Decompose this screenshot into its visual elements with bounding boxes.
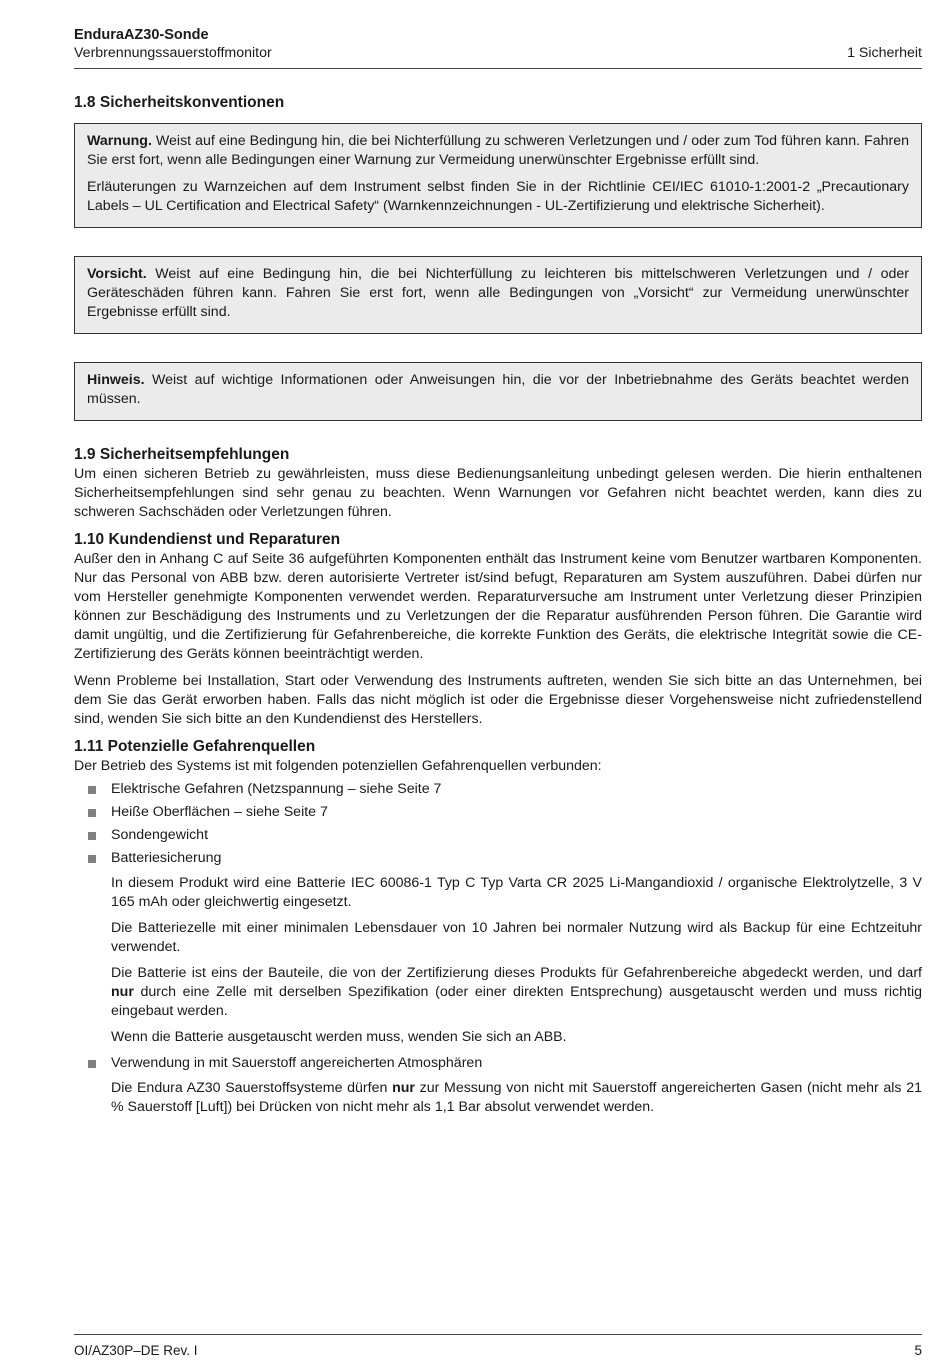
page <box>74 26 922 1124</box>
bullet-square-icon <box>88 786 96 794</box>
bullet-square-icon <box>88 1060 96 1068</box>
section-heading-1-10: 1.10 Kundendienst und Reparaturen <box>74 531 341 548</box>
caution-box <box>74 256 922 334</box>
list-item: Elektrische Gefahren (Netzspannung – siehe Seite 7 <box>74 780 922 799</box>
caution-label: Vorsicht. <box>87 266 147 282</box>
bullet-square-icon <box>88 832 96 840</box>
warning-text-2: Erläuterungen zu Warnzeichen auf dem Instrument selbst finden Sie in der Richtlinie CEI/IEC 61010-1:2001-2 „Precautionary Labels – UL Certification and Electrical Safety“ (Warnkennzeichnungen - UL-Zertifizierung und elektrische Sicherheit). <box>87 179 909 214</box>
list-item: Batteriesicherung <box>74 849 922 868</box>
battery-paragraph-1: In diesem Produkt wird eine Batterie IEC 60086-1 Typ C Typ Varta CR 2025 Li-Mangandioxid / organische Elektrolytzelle, 3 V 165 mAh oder gleichwertig eingesetzt. <box>111 875 922 910</box>
list-item: Heiße Oberflächen – siehe Seite 7 <box>74 803 922 822</box>
battery-paragraph-4: Wenn die Batterie ausgetauscht werden muss, wenden Sie sich an ABB. <box>111 1029 567 1045</box>
bullet-square-icon <box>88 855 96 863</box>
chapter-label: 1 Sicherheit <box>847 45 922 61</box>
document-id: OI/AZ30P–DE Rev. I <box>74 1343 198 1358</box>
document-title: EnduraAZ30-Sonde <box>74 27 209 43</box>
warning-text: Weist auf eine Bedingung hin, die bei Nichterfüllung zu schweren Verletzungen und / oder zum Tod führen kann. Fahren Sie erst fort, wenn alle Bedingungen einer Warnung zur Vermeidung unerwünschter Ergebnisse erfüllt sind. <box>87 133 909 168</box>
battery-paragraph-2: Die Batteriezelle mit einer minimalen Lebensdauer von 10 Jahren bei normaler Nutzung wird als Backup für eine Echtzeituhr verwendet. <box>111 920 922 955</box>
service-paragraph-2: Wenn Probleme bei Installation, Start oder Verwendung des Instruments auftreten, wenden Sie sich bitte an das Unternehmen, bei dem Sie das Gerät erworben haben. Falls das nicht möglich ist oder die Ergebnisse dieser Vorgehensweise nicht zufriedenstellend sind, wenden Sie sich bitte an den Kundendienst des Herstellers. <box>74 673 922 727</box>
note-text: Weist auf wichtige Informationen oder Anweisungen hin, die vor der Inbetriebnahme des Geräts beachtet werden müssen. <box>87 372 909 407</box>
section-heading-1-8: 1.8 Sicherheitskonventionen <box>74 94 285 111</box>
safety-recommendations-text: Um einen sicheren Betrieb zu gewährleisten, muss diese Bedienungsanleitung unbedingt gelesen werden. Die hierin enthaltenen Sicherheitsempfehlungen sind sehr genau zu beachten. Wenn Warnungen vor Gefahren nicht beachtet werden, kann dies zu schweren Sachschäden oder Verletzungen führen. <box>74 466 922 520</box>
header-divider <box>74 68 922 69</box>
page-number: 5 <box>914 1343 922 1358</box>
document-subtitle: Verbrennungssauerstoffmonitor <box>74 45 272 61</box>
page-footer <box>74 1334 922 1360</box>
battery-details <box>74 874 922 1047</box>
hazards-list <box>74 780 922 868</box>
caution-text: Weist auf eine Bedingung hin, die bei Nichterfüllung zu leichteren bis mittelschweren Verletzungen und / oder Geräteschäden führen kann. Fahren Sie erst fort, wenn alle Bedingungen von „Vorsicht“ zur Vermeidung unerwünschter Ergebnisse erfüllt sind. <box>87 266 909 320</box>
oxygen-details <box>74 1079 922 1117</box>
warning-box <box>74 123 922 228</box>
hazards-list-continued <box>74 1054 922 1073</box>
warning-label: Warnung. <box>87 133 152 149</box>
hazards-intro: Der Betrieb des Systems ist mit folgenden potenziellen Gefahrenquellen verbunden: <box>74 758 602 774</box>
oxygen-paragraph: Die Endura AZ30 Sauerstoffsysteme dürfen nur zur Messung von nicht mit Sauerstoff angereicherten Gasen (nicht mehr als 21 % Sauerstoff [Luft]) bei Drücken von nicht mehr als 1,1 Bar absolut verwendet werden. <box>111 1080 922 1115</box>
bullet-square-icon <box>88 809 96 817</box>
section-heading-1-9: 1.9 Sicherheitsempfehlungen <box>74 446 290 463</box>
service-paragraph-1: Außer den in Anhang C auf Seite 36 aufgeführten Komponenten enthält das Instrument keine vom Benutzer wartbaren Komponenten. Nur das Personal von ABB bzw. deren autorisierte Vertreter ist/sind befugt, Reparaturen am System auszuführen. Dabei dürfen nur vom Hersteller genehmigte Komponenten verwendet werden. Reparaturversuche am Instrument unter Verletzung dieser Prinzipien können zur Beschädigung des Instruments und zu Verletzungen der die Reparatur ausführenden Person führen. Die Garantie wird damit ungültig, und die Zertifizierung für Gefahrenbereiche, die korrekte Funktion des Geräts, die elektrische Integrität sowie die CE-Zertifizierung des Geräts können beeinträchtigt werden. <box>74 551 922 662</box>
page-header <box>74 26 922 69</box>
section-heading-1-11: 1.11 Potenzielle Gefahrenquellen <box>74 738 316 755</box>
list-item: Verwendung in mit Sauerstoff angereicherten Atmosphären <box>74 1054 922 1073</box>
list-item: Sondengewicht <box>74 826 922 845</box>
note-box <box>74 362 922 421</box>
note-label: Hinweis. <box>87 372 145 388</box>
battery-paragraph-3: Die Batterie ist eins der Bauteile, die von der Zertifizierung dieses Produkts für Gefahrenbereiche abgedeckt werden, und darf nur durch eine Zelle mit derselben Spezifikation (oder einer direkten Entsprechung) ausgetauscht werden und muss richtig eingebaut werden. <box>111 965 922 1019</box>
